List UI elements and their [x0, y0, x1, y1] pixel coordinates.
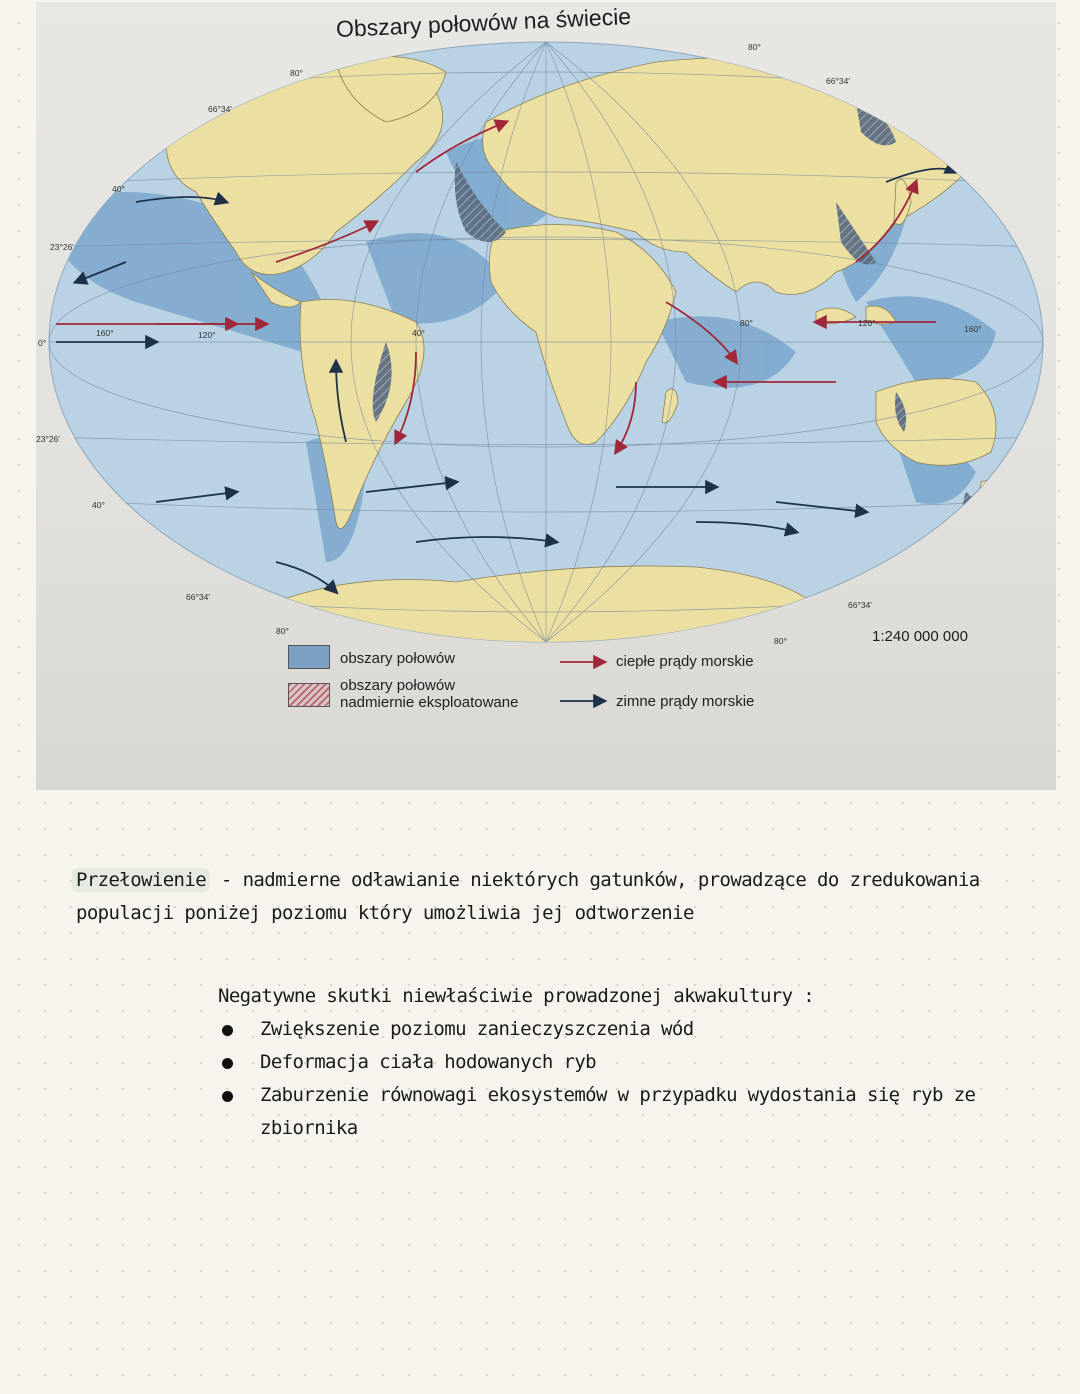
- bullet-icon: [222, 1091, 233, 1102]
- map-scale: 1:240 000 000: [872, 628, 968, 645]
- effects-list: [218, 1013, 978, 1145]
- graticule: [36, 42, 1056, 642]
- effects-section: [218, 980, 978, 1145]
- legend-overexploited-label-2: nadmiernie eksploatowane: [340, 694, 519, 711]
- world-map: [36, 2, 1056, 790]
- lat-label: 40°: [112, 184, 125, 194]
- legend-fishing-swatch: [288, 645, 330, 669]
- lon-label: 160°: [964, 324, 982, 334]
- effects-heading: Negatywne skutki niewłaściwie prowadzonej akwakultury :: [218, 985, 815, 1007]
- lat-label: 23°26': [50, 242, 74, 252]
- lon-label: 160°: [96, 328, 114, 338]
- legend-fishing-label: obszary połowów: [340, 650, 456, 667]
- definition-term: Przełowienie: [72, 868, 210, 892]
- lon-label: 120°: [858, 318, 876, 328]
- map-photo: [36, 2, 1056, 790]
- map-title: Obszary połowów na świecie: [335, 3, 632, 42]
- legend-cold-label: zimne prądy morskie: [616, 693, 755, 710]
- lat-label: 80°: [290, 68, 303, 78]
- bullet-icon: [222, 1025, 233, 1036]
- bullet-icon: [222, 1058, 233, 1069]
- definition-text: - nadmierne odławianie niektórych gatunków, prowadzące do zredukowania populacji poniżej poziomu który umożliwia jej odtworzenie: [76, 869, 980, 924]
- lon-label: 80°: [740, 318, 753, 328]
- list-item: Zwiększenie poziomu zanieczyszczenia wód: [218, 1013, 978, 1046]
- lon-label: 120°: [198, 330, 216, 340]
- lat-label: 66°34': [186, 592, 210, 602]
- list-item: Deformacja ciała hodowanych ryb: [218, 1046, 978, 1079]
- lat-label-east: 66°34': [826, 76, 850, 86]
- lat-label: 0°: [38, 338, 47, 348]
- lat-label: 40°: [92, 500, 105, 510]
- legend-warm-label: ciepłe prądy morskie: [616, 653, 754, 670]
- definition: [76, 864, 1036, 930]
- lat-label-east: 66°34': [848, 600, 872, 610]
- lat-label-east: 80°: [774, 636, 787, 646]
- legend-overexploited-swatch: [288, 683, 330, 707]
- legend-overexploited-label-1: obszary połowów: [340, 677, 456, 694]
- lat-label-east: 80°: [748, 42, 761, 52]
- lat-label: 80°: [276, 626, 289, 636]
- list-item: Zaburzenie równowagi ekosystemów w przypadku wydostania się ryb ze zbiornika: [218, 1079, 978, 1145]
- lon-label: 40°: [412, 328, 425, 338]
- lat-label: 66°34': [208, 104, 232, 114]
- lat-label: 23°26': [36, 434, 60, 444]
